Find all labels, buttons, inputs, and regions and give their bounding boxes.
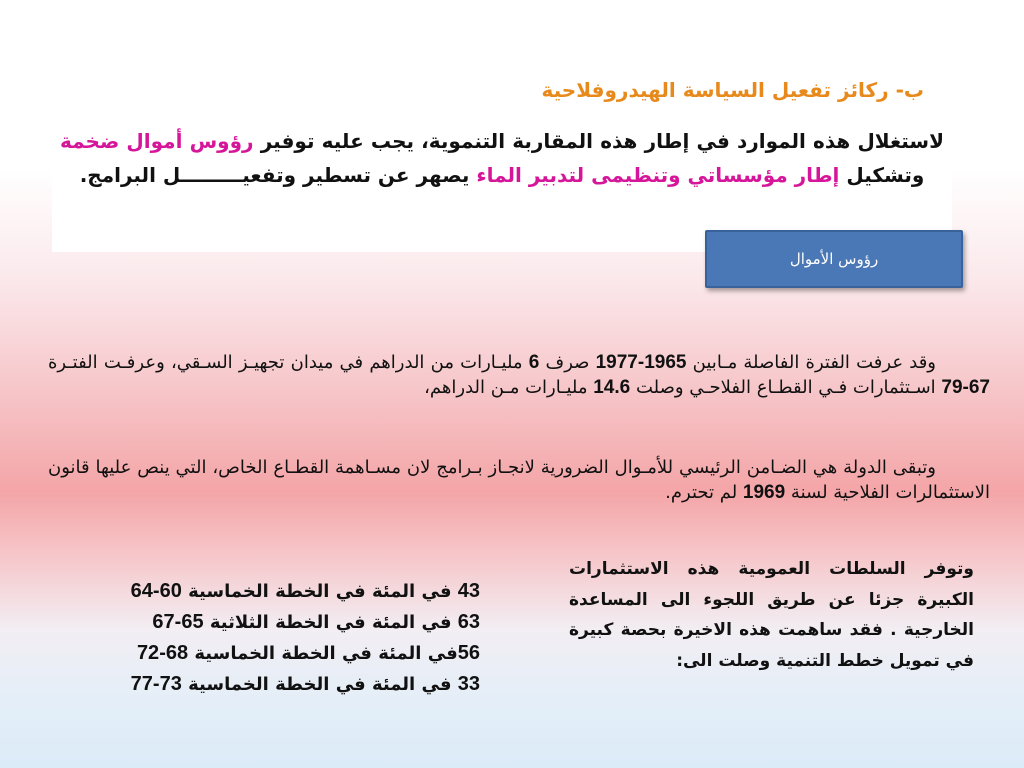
capital-funds-button-label: رؤوس الأموال: [789, 250, 879, 268]
intro-highlight-framework: إطار مؤسساتي وتنظيمى لتدبير الماء: [476, 163, 840, 187]
p2-text-2: لم تحترم.: [665, 482, 743, 503]
intro-text: [60, 124, 944, 192]
state-role-paragraph: [48, 455, 990, 505]
intro-part-1: لاستغلال هذه الموارد في إطار هذه المقاربة التنموية، يجب عليه توفير: [253, 129, 944, 153]
plan-text: في المئة في الخطة الخماسية: [181, 674, 458, 695]
p1-text-4: اسـتثمارات فـي القطـاع الفلاحـي وصلت: [630, 377, 942, 398]
plan-item: [80, 638, 480, 669]
p1-text-2: صرف: [539, 352, 596, 373]
capital-funds-button[interactable]: [705, 230, 963, 288]
plan-item: [80, 576, 480, 607]
plan-text: في المئة في الخطة الثلاثية: [203, 612, 458, 633]
foreign-aid-paragraph: وتوفر السلطات العمومية هذه الاستثمارات الكبيرة جزئا عن طريق اللجوء الى المساعدة الخارجية . فقد ساهمت هذه الاخيرة بحصة كبيرة في تمويل خطط التنمية وصلت الى:: [569, 559, 974, 671]
plan-item: [80, 607, 480, 638]
plan-text: في المئة في الخطة الخماسية: [181, 581, 458, 602]
intro-part-3: يصهر عن تسطير وتفعيـــــــــل البرامج.: [79, 163, 477, 187]
p1-text-1: وقد عرفت الفترة الفاصلة مـابين: [686, 352, 936, 373]
p1-amount-1: 6: [528, 352, 540, 373]
p1-text-5: مليـارات مـن الدراهم،: [424, 377, 594, 398]
plan-shares-list: [80, 576, 480, 700]
p1-text-3: مليـارات من الدراهم في ميدان تجهيـز السـقي، وعرفـت الفتـرة: [48, 352, 529, 373]
intro-highlight-funds: رؤوس أموال ضخمة: [60, 129, 254, 153]
slide-title: ب- ركائز تفعيل السياسة الهيدروفلاحية: [541, 78, 924, 102]
p1-amount-2: 14.6: [593, 377, 631, 398]
p2-year: 1969: [742, 482, 786, 503]
intro-part-2: وتشكيل: [839, 163, 925, 187]
plan-percent: 63: [457, 611, 480, 633]
investment-history-paragraph: [48, 350, 990, 400]
plan-text: في المئة في الخطة الخماسية: [188, 643, 458, 664]
p1-period-1: 1965-1977: [595, 352, 687, 373]
plan-percent: 43: [457, 580, 480, 602]
p1-period-2: 67-79: [941, 377, 990, 398]
plan-percent: 33: [457, 673, 480, 695]
p2-text-1: وتبقى الدولة هي الضـامن الرئيسي للأمـوال الضرورية لانجـاز بـرامج لان مسـاهمة القطـاع الخاص، التي ينص عليها قانون الاستثمالرات الفلاحية لسنة: [48, 457, 990, 503]
plan-years: 68-72: [136, 642, 189, 664]
plan-percent: 56: [457, 642, 480, 664]
plan-years: 65-67: [152, 611, 204, 633]
plan-years: 60-64: [130, 580, 182, 602]
plan-item: [80, 669, 480, 700]
plan-years: 73-77: [130, 673, 182, 695]
